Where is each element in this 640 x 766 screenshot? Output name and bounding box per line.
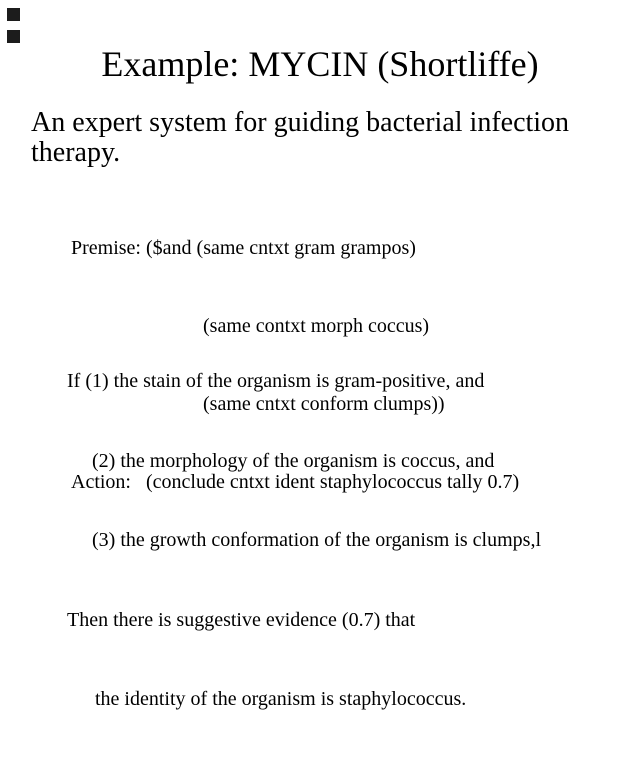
explanation-block (67, 315, 541, 766)
rule-line-premise: Premise: ($and (same cntxt gram grampos) (71, 237, 416, 259)
explanation-line-then: Then there is suggestive evidence (0.7) that (67, 608, 416, 631)
explanation-line-conclusion: the identity of the organism is staphylococcus. (95, 688, 467, 710)
rule-line-continuation: (same cntxt conform clumps)) (203, 393, 445, 415)
subtitle-line: therapy. (31, 137, 121, 168)
rule-line-action: Action: (conclude cntxt ident staphylococcus tally 0.7) (71, 471, 520, 493)
corner-square-top-icon (7, 8, 20, 21)
explanation-line-condition: (3) the growth conformation of the organism is clumps,l (92, 529, 541, 551)
subtitle-line: An expert system for guiding bacterial infection (31, 107, 570, 138)
rule-line-continuation: (same contxt morph coccus) (203, 315, 430, 337)
slide-title: Example: MYCIN (Shortliffe) (101, 44, 539, 84)
explanation-line-if: If (1) the stain of the organism is gram-positive, and (67, 370, 485, 392)
subtitle (31, 108, 569, 168)
corner-square-bottom-icon (7, 30, 20, 43)
explanation-line-condition: (2) the morphology of the organism is coccus, and (92, 449, 495, 472)
